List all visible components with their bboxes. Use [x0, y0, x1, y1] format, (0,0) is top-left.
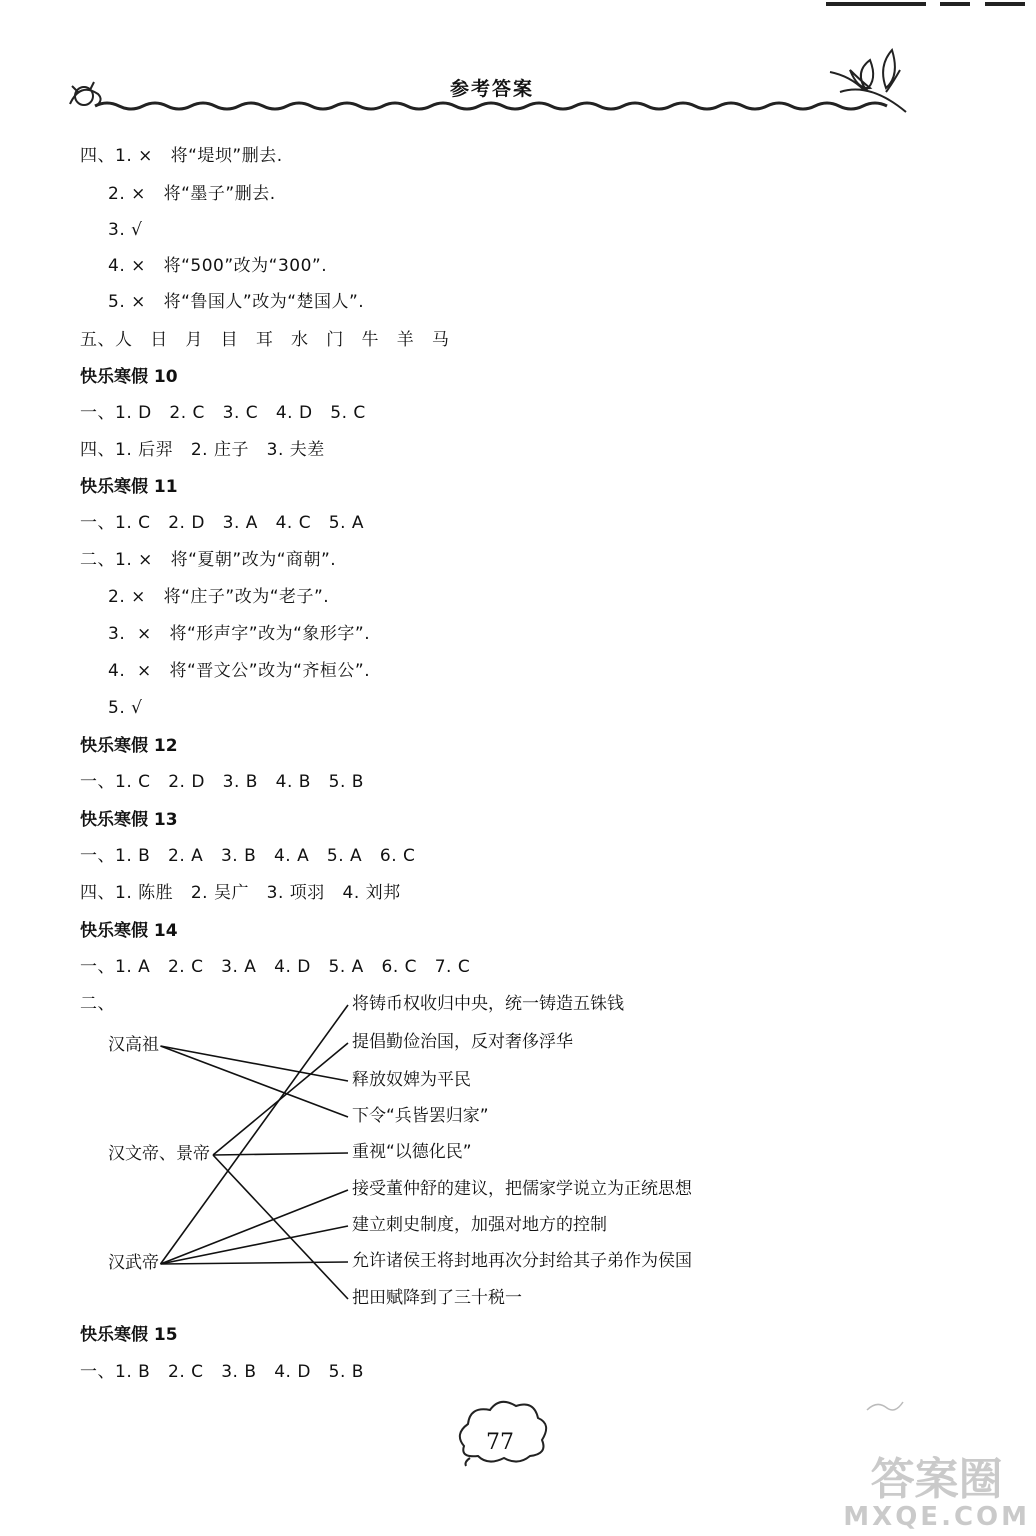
- answer-line: 二、1. × 将“夏朝”改为“商朝”.: [80, 550, 337, 570]
- match-link: [161, 1226, 349, 1264]
- answer-line: 一、1. C 2. D 3. B 4. B 5. B: [80, 772, 364, 792]
- answer-line: 5. × 将“鲁国人”改为“楚国人”.: [108, 292, 365, 312]
- match-right-item: 将铸币权收归中央，统一铸造五铢钱: [352, 994, 624, 1014]
- section-heading: 快乐寒假 11: [80, 477, 178, 497]
- match-link: [161, 1005, 349, 1264]
- watermark-sub: MXQE.COM: [843, 1502, 1030, 1532]
- match-right-item: 把田赋降到了三十税一: [352, 1288, 522, 1308]
- section-heading: 快乐寒假 13: [80, 810, 178, 830]
- answer-line: 一、1. C 2. D 3. A 4. C 5. A: [80, 513, 365, 533]
- answer-line: 四、1. 陈胜 2. 吴广 3. 项羽 4. 刘邦: [80, 883, 401, 903]
- answer-line: 4. × 将“晋文公”改为“齐桓公”.: [108, 661, 371, 681]
- match-left-item: 汉文帝、景帝: [108, 1144, 210, 1164]
- faint-mark: [865, 1396, 905, 1416]
- answer-line: 一、1. D 2. C 3. C 4. D 5. C: [80, 403, 366, 423]
- section-heading: 快乐寒假 15: [80, 1325, 178, 1345]
- match-link: [213, 1153, 348, 1155]
- match-link: [161, 1046, 349, 1117]
- match-right-item: 建立刺史制度，加强对地方的控制: [352, 1215, 607, 1235]
- answer-line: 一、1. B 2. A 3. B 4. A 5. A 6. C: [80, 846, 416, 866]
- match-right-item: 释放奴婢为平民: [352, 1070, 471, 1090]
- answer-line: 五、人 日 月 目 耳 水 门 牛 羊 马: [80, 330, 450, 350]
- page-number: 77: [486, 1430, 514, 1455]
- section-heading: 快乐寒假 14: [80, 921, 178, 941]
- answer-line: 四、1. × 将“堤坝”删去.: [80, 146, 283, 166]
- answer-line: 4. × 将“500”改为“300”.: [108, 256, 328, 276]
- answer-line: 3. × 将“形声字”改为“象形字”.: [108, 624, 371, 644]
- match-left-item: 汉武帝: [108, 1253, 159, 1273]
- match-right-item: 允许诸侯王将封地再次分封给其子弟作为侯国: [352, 1251, 692, 1271]
- section-heading: 快乐寒假 12: [80, 736, 178, 756]
- answer-line: 一、1. B 2. C 3. B 4. D 5. B: [80, 1362, 364, 1382]
- answer-line: 3. √: [108, 220, 143, 240]
- match-link: [213, 1155, 348, 1299]
- match-right-item: 下令“兵皆罢归家”: [352, 1106, 489, 1126]
- answer-line: 二、: [80, 994, 115, 1014]
- answer-line: 2. × 将“墨子”删去.: [108, 184, 276, 204]
- answer-line: 5. √: [108, 698, 143, 718]
- match-link: [161, 1190, 349, 1264]
- match-right-item: 提倡勤俭治国，反对奢侈浮华: [352, 1032, 573, 1052]
- match-right-item: 重视“以德化民”: [352, 1142, 472, 1162]
- watermark-main: 答案圈: [870, 1454, 1003, 1505]
- match-link: [161, 1262, 349, 1264]
- match-link: [161, 1046, 349, 1081]
- answer-line: 2. × 将“庄子”改为“老子”.: [108, 587, 330, 607]
- answer-line: 四、1. 后羿 2. 庄子 3. 夫差: [80, 440, 325, 460]
- match-left-item: 汉高祖: [108, 1035, 159, 1055]
- match-right-item: 接受董仲舒的建议，把儒家学说立为正统思想: [352, 1179, 692, 1199]
- section-heading: 快乐寒假 10: [80, 367, 178, 387]
- watermark-logo: [843, 1454, 1030, 1532]
- page-title: 参考答案: [450, 78, 535, 100]
- answer-line: 一、1. A 2. C 3. A 4. D 5. A 6. C 7. C: [80, 957, 471, 977]
